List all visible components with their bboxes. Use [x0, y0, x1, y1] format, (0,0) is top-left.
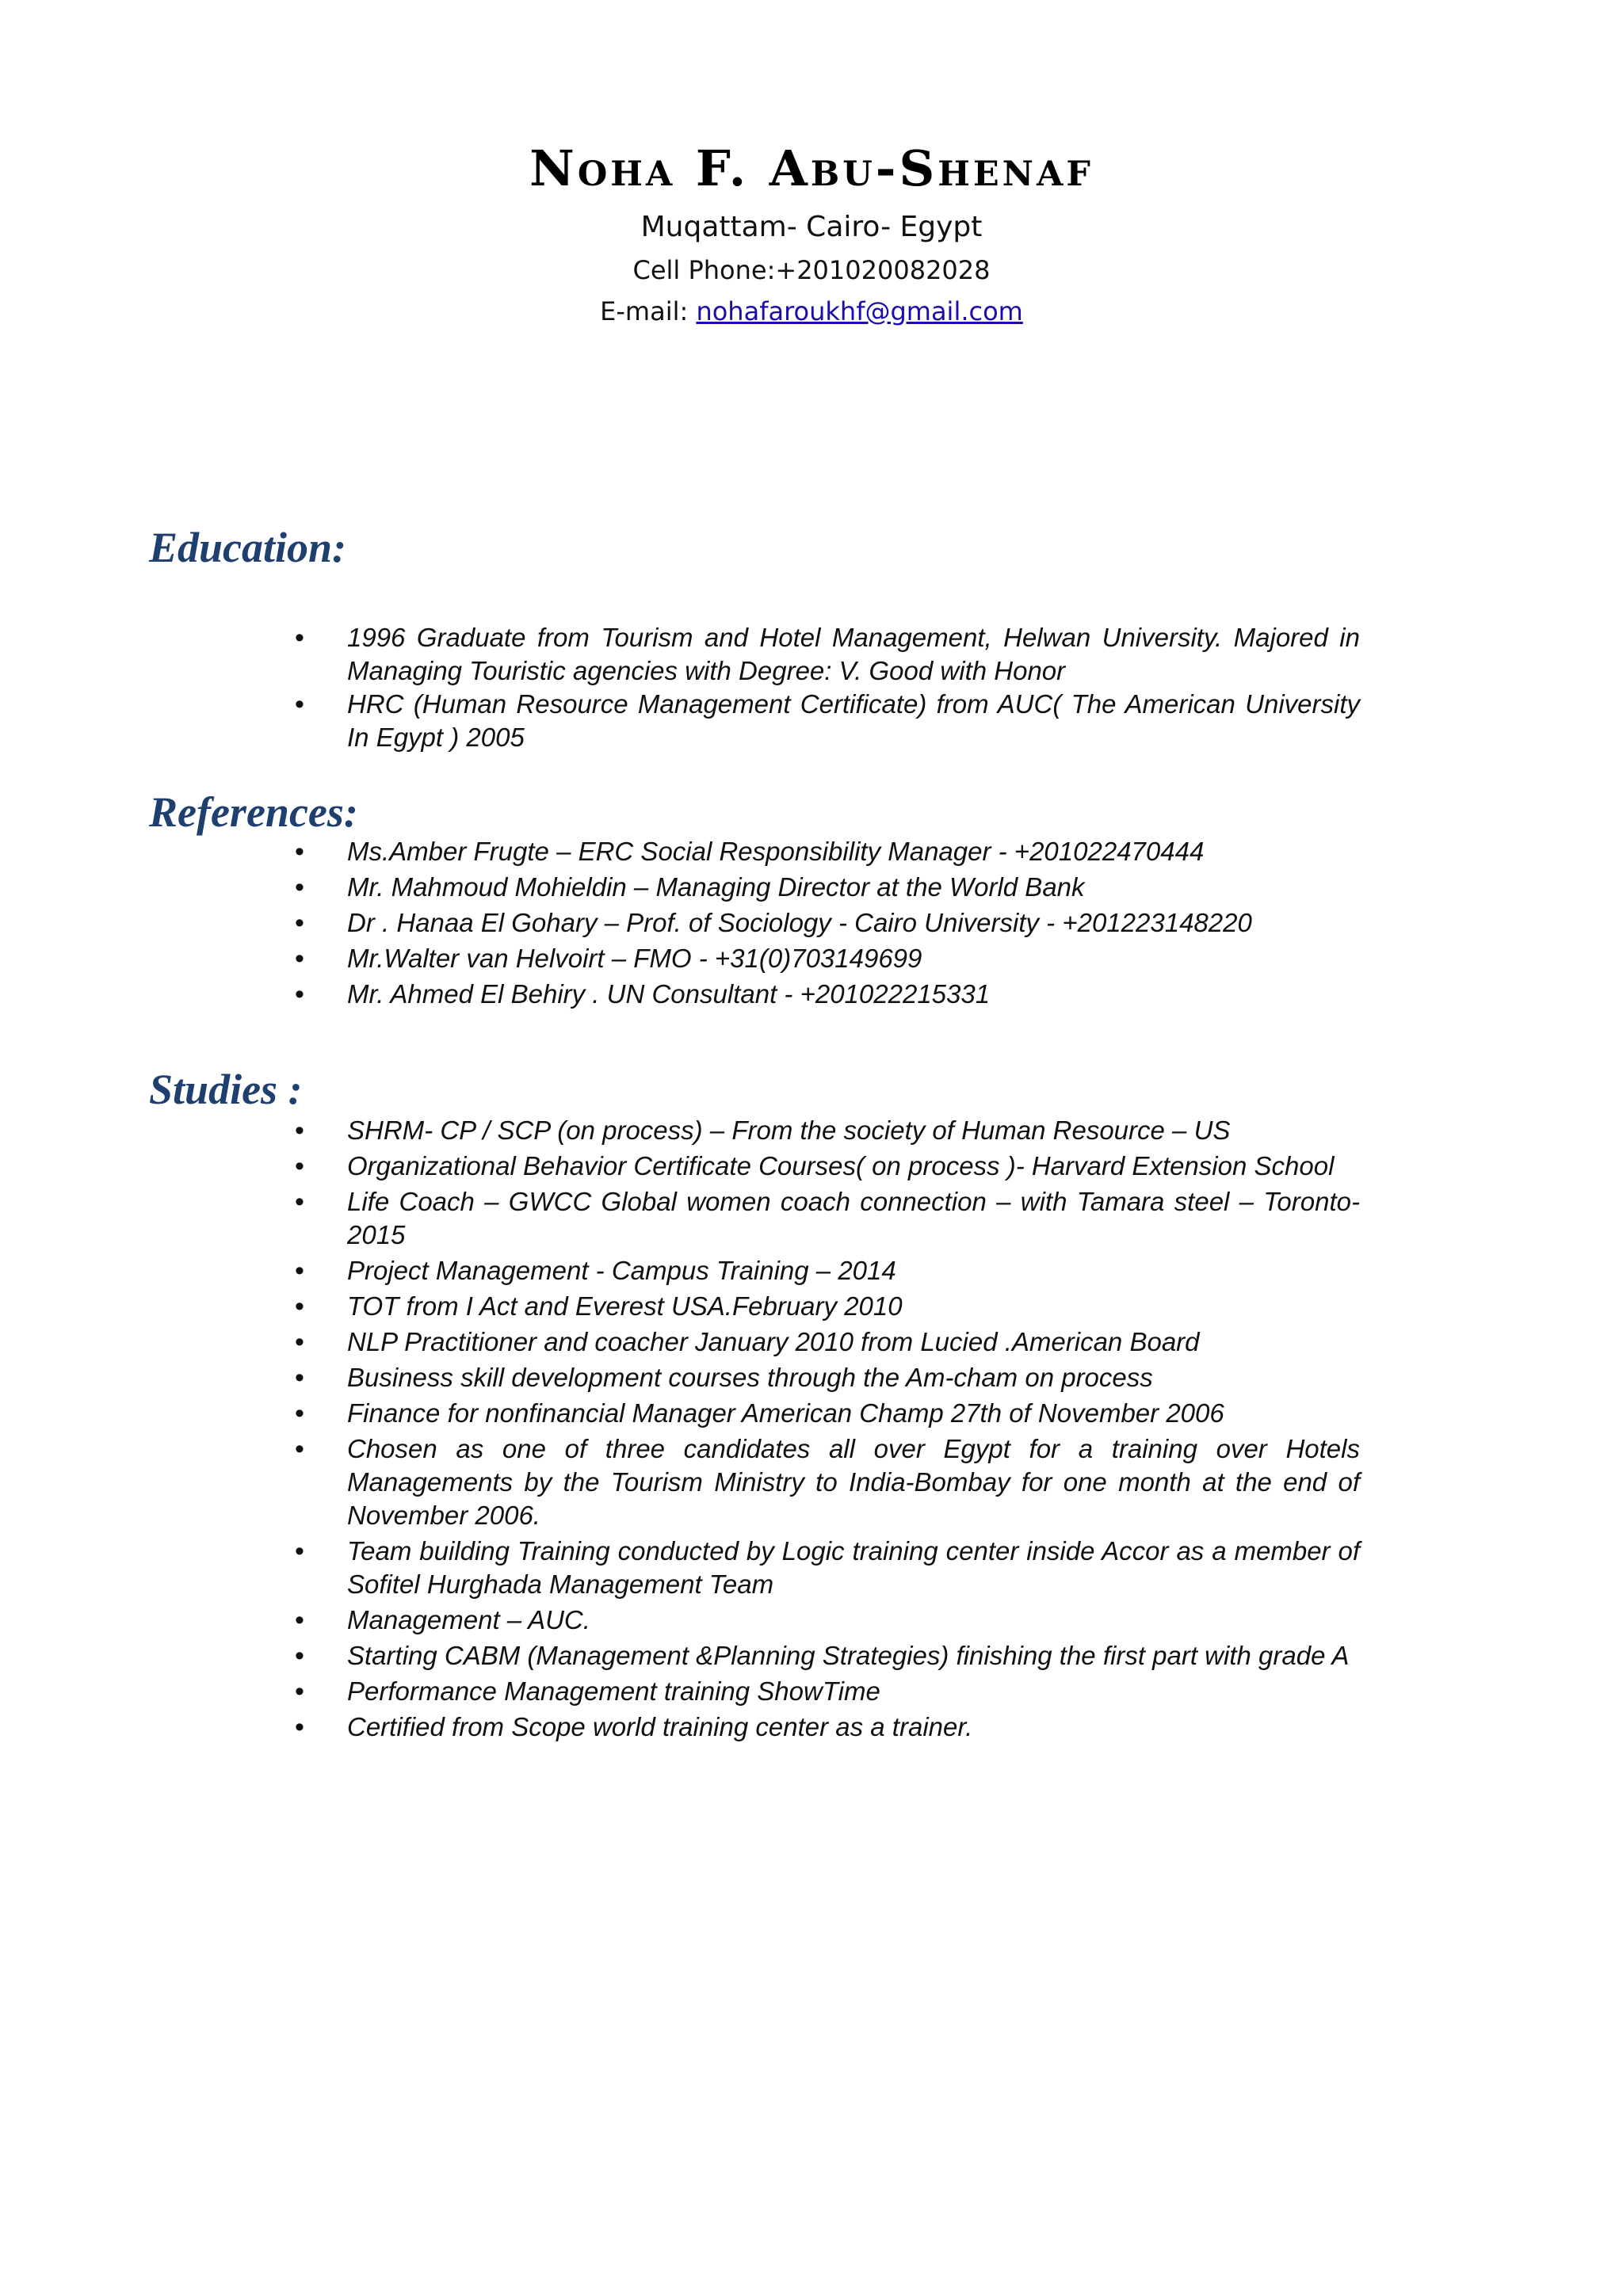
address-line: Muqattam- Cairo- Egypt [640, 211, 983, 243]
study-item: • Team building Training conducted by Logic training center inside Accor as a member of Sofitel Hurghada Management Team [295, 1535, 1360, 1601]
study-item: • NLP Practitioner and coacher January 2010 from Lucied .American Board [295, 1325, 1360, 1359]
email-line [0, 296, 1623, 326]
study-item: • Organizational Behavior Certificate Courses( on process )- Harvard Extension School [295, 1150, 1360, 1183]
education-item: • 1996 Graduate from Tourism and Hotel Management, Helwan University. Majored in Managing Touristic agencies with Degree: V. Good with Honor [295, 621, 1360, 688]
study-item: • Chosen as one of three candidates all over Egypt for a training over Hotels Managements by the Tourism Ministry to India-Bombay for one month at the end of November 2006. [295, 1432, 1360, 1532]
study-item: • Finance for nonfinancial Manager American Champ 27th of November 2006 [295, 1397, 1360, 1430]
candidate-name: Noha F. Abu-Shenaf [529, 139, 1094, 197]
email-label: E-mail: [600, 296, 697, 326]
reference-item: • Ms.Amber Frugte – ERC Social Responsibility Manager - +201022470444 [295, 835, 1360, 868]
reference-item: • Mr. Mahmoud Mohieldin – Managing Director at the World Bank [295, 871, 1360, 904]
reference-item: • Mr.Walter van Helvoirt – FMO - +31(0)703149699 [295, 942, 1360, 975]
studies-heading: Studies : [149, 1066, 303, 1113]
study-item: • TOT from I Act and Everest USA.February 2010 [295, 1290, 1360, 1323]
references-list [295, 835, 1360, 1013]
education-item: • HRC (Human Resource Management Certificate) from AUC( The American University In Egypt ) 2005 [295, 688, 1360, 754]
study-item: • Business skill development courses through the Am-cham on process [295, 1361, 1360, 1394]
study-item: • Certified from Scope world training center as a trainer. [295, 1711, 1360, 1744]
studies-list [295, 1114, 1360, 1746]
study-item: • Project Management - Campus Training – 2014 [295, 1254, 1360, 1287]
study-item: • Performance Management training ShowTime [295, 1675, 1360, 1708]
study-item: • Life Coach – GWCC Global women coach connection – with Tamara steel – Toronto-2015 [295, 1185, 1360, 1252]
education-list [295, 621, 1360, 754]
references-heading: References: [149, 788, 358, 836]
email-link[interactable]: nohafaroukhf@gmail.com [696, 296, 1023, 326]
study-item: • Starting CABM (Management &Planning Strategies) finishing the first part with grade A [295, 1639, 1360, 1672]
study-item: • SHRM- CP / SCP (on process) – From the society of Human Resource – US [295, 1114, 1360, 1147]
reference-item: • Mr. Ahmed El Behiry . UN Consultant - +201022215331 [295, 978, 1360, 1011]
reference-item: • Dr . Hanaa El Gohary – Prof. of Sociology - Cairo University - +201223148220 [295, 906, 1360, 940]
phone-line: Cell Phone:+201020082028 [632, 255, 991, 285]
study-item: • Management – AUC. [295, 1604, 1360, 1637]
education-heading: Education: [149, 524, 347, 571]
